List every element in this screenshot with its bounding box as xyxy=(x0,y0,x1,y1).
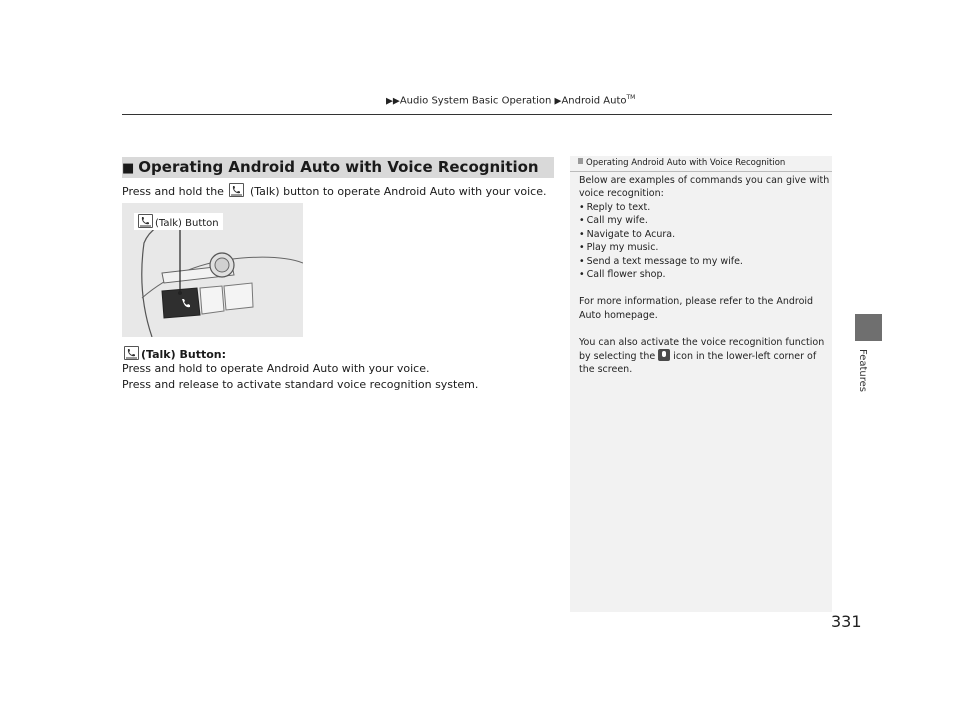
list-item xyxy=(579,241,658,255)
intro-paragraph xyxy=(122,183,546,198)
breadcrumb xyxy=(386,94,635,106)
callout-label: (Talk) Button xyxy=(155,218,219,229)
triangle-right-icon: ▶▶ xyxy=(386,96,400,107)
list-item-text: Reply to text. xyxy=(586,202,651,213)
breadcrumb-item[interactable]: Audio System Basic Operation xyxy=(399,95,552,107)
steering-wheel-illustration xyxy=(122,203,303,337)
list-item xyxy=(579,214,648,228)
note-title-text[interactable]: Operating Android Auto with Voice Recognition xyxy=(586,158,786,168)
bullet-icon: • xyxy=(579,242,585,253)
bullet-icon: • xyxy=(579,256,585,267)
bullet-icon: • xyxy=(579,229,585,240)
talk-icon xyxy=(229,183,244,197)
list-item-text: Call my wife. xyxy=(586,215,648,226)
intro-text-after: (Talk) button to operate Android Auto with your voice. xyxy=(249,185,547,198)
note-paragraph-line: For more information, please refer to the Android xyxy=(579,296,814,307)
talk-icon xyxy=(138,214,153,228)
note-intro-line: Below are examples of commands you can give with xyxy=(579,175,830,186)
microphone-icon xyxy=(658,349,670,361)
talk-button-title-text: (Talk) Button: xyxy=(141,348,226,361)
note-text-before-icon: by selecting the xyxy=(579,351,656,362)
trademark-sup: TM xyxy=(626,94,636,101)
note-divider xyxy=(570,171,832,172)
breadcrumb-item[interactable]: Android Auto xyxy=(561,95,627,107)
header-divider xyxy=(122,114,832,115)
list-item xyxy=(579,268,666,282)
bullet-icon: • xyxy=(579,269,585,280)
square-bullet-icon: ■ xyxy=(122,161,135,176)
bullet-icon: • xyxy=(579,202,585,213)
list-item xyxy=(579,255,743,269)
bullet-icon: • xyxy=(579,215,585,226)
list-item-text: Play my music. xyxy=(586,242,659,253)
list-item-text: Navigate to Acura. xyxy=(586,229,676,240)
note-paragraph-line: the screen. xyxy=(579,364,633,375)
talk-button-desc-line: Press and hold to operate Android Auto with your voice. xyxy=(122,362,430,375)
page-number: 331 xyxy=(831,612,862,631)
section-heading-text: Operating Android Auto with Voice Recognition xyxy=(138,158,539,176)
note-text-after-icon: icon in the lower-left corner of xyxy=(673,351,817,362)
list-item-text: Send a text message to my wife. xyxy=(586,256,743,267)
talk-button-desc-line: Press and release to activate standard voice recognition system. xyxy=(122,378,479,391)
list-item xyxy=(579,201,650,215)
list-item-text: Call flower shop. xyxy=(586,269,666,280)
talk-icon xyxy=(124,346,139,360)
note-title xyxy=(578,158,785,168)
chapter-label: Features xyxy=(857,349,868,392)
reference-marker-icon xyxy=(578,158,583,164)
intro-text-before: Press and hold the xyxy=(122,185,224,198)
talk-button-callout xyxy=(134,213,223,230)
section-heading xyxy=(122,157,554,178)
chapter-tab[interactable] xyxy=(855,314,882,341)
note-paragraph-line: Auto homepage. xyxy=(579,310,658,321)
list-item xyxy=(579,228,675,242)
talk-button-title xyxy=(122,346,226,361)
note-intro-line: voice recognition: xyxy=(579,188,664,199)
note-paragraph-line xyxy=(579,349,816,364)
triangle-right-icon: ▶ xyxy=(554,96,562,107)
note-paragraph-line: You can also activate the voice recognition function xyxy=(579,337,825,348)
